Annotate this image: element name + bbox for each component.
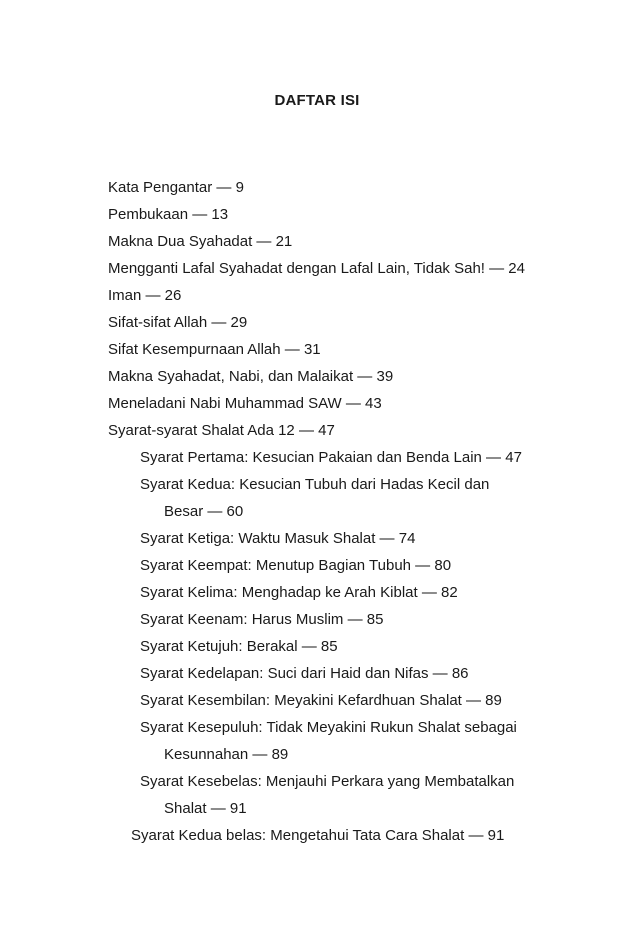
toc-subentry-syarat-keenam[interactable]: Syarat Keenam: Harus Muslim — 85 xyxy=(140,611,384,628)
toc-entry-sifat-kesempurnaan[interactable]: Sifat Kesempurnaan Allah — 31 xyxy=(108,341,321,358)
toc-entry-meneladani-nabi[interactable]: Meneladani Nabi Muhammad SAW — 43 xyxy=(108,395,382,412)
toc-entry-sifat-sifat-allah[interactable]: Sifat-sifat Allah — 29 xyxy=(108,314,248,331)
toc-subentry-syarat-kesembilan[interactable]: Syarat Kesembilan: Meyakini Kefardhuan Shalat — 89 xyxy=(140,692,502,709)
toc-subentry-syarat-kedua-belas[interactable]: Syarat Kedua belas: Mengetahui Tata Cara Shalat — 91 xyxy=(131,827,505,844)
toc-entry-kata-pengantar[interactable]: Kata Pengantar — 9 xyxy=(108,179,244,196)
toc-subentry-syarat-kedua[interactable]: Syarat Kedua: Kesucian Tubuh dari Hadas Kecil dan xyxy=(140,476,490,493)
toc-entry-syarat-syarat-shalat[interactable]: Syarat-syarat Shalat Ada 12 — 47 xyxy=(108,422,335,439)
toc-subentry-syarat-pertama[interactable]: Syarat Pertama: Kesucian Pakaian dan Benda Lain — 47 xyxy=(140,449,522,466)
toc-subentry-syarat-ketujuh[interactable]: Syarat Ketujuh: Berakal — 85 xyxy=(140,638,338,655)
toc-subentry-syarat-kesebelas[interactable]: Syarat Kesebelas: Menjauhi Perkara yang Membatalkan xyxy=(140,773,515,790)
toc-entry-mengganti-lafal[interactable]: Mengganti Lafal Syahadat dengan Lafal Lain, Tidak Sah! — 24 xyxy=(108,260,525,277)
toc-entry-makna-syahadat-nabi[interactable]: Makna Syahadat, Nabi, dan Malaikat — 39 xyxy=(108,368,394,385)
table-of-contents xyxy=(108,174,578,849)
toc-entry-iman[interactable]: Iman — 26 xyxy=(108,287,182,304)
toc-subentry-syarat-kesepuluh-continued[interactable]: Kesunnahan — 89 xyxy=(164,746,289,763)
toc-subentry-syarat-kedua-continued[interactable]: Besar — 60 xyxy=(164,503,244,520)
toc-subentry-syarat-kesepuluh[interactable]: Syarat Kesepuluh: Tidak Meyakini Rukun Shalat sebagai xyxy=(140,719,517,736)
toc-subentry-syarat-ketiga[interactable]: Syarat Ketiga: Waktu Masuk Shalat — 74 xyxy=(140,530,416,547)
toc-subentry-syarat-keempat[interactable]: Syarat Keempat: Menutup Bagian Tubuh — 80 xyxy=(140,557,452,574)
toc-subentry-syarat-kesebelas-continued[interactable]: Shalat — 91 xyxy=(164,800,247,817)
toc-subentry-syarat-kedelapan[interactable]: Syarat Kedelapan: Suci dari Haid dan Nifas — 86 xyxy=(140,665,469,682)
toc-entry-pembukaan[interactable]: Pembukaan — 13 xyxy=(108,206,229,223)
toc-subentry-syarat-kelima[interactable]: Syarat Kelima: Menghadap ke Arah Kiblat — 82 xyxy=(140,584,458,601)
page-title: DAFTAR ISI xyxy=(274,92,360,109)
toc-entry-makna-dua-syahadat[interactable]: Makna Dua Syahadat — 21 xyxy=(108,233,293,250)
